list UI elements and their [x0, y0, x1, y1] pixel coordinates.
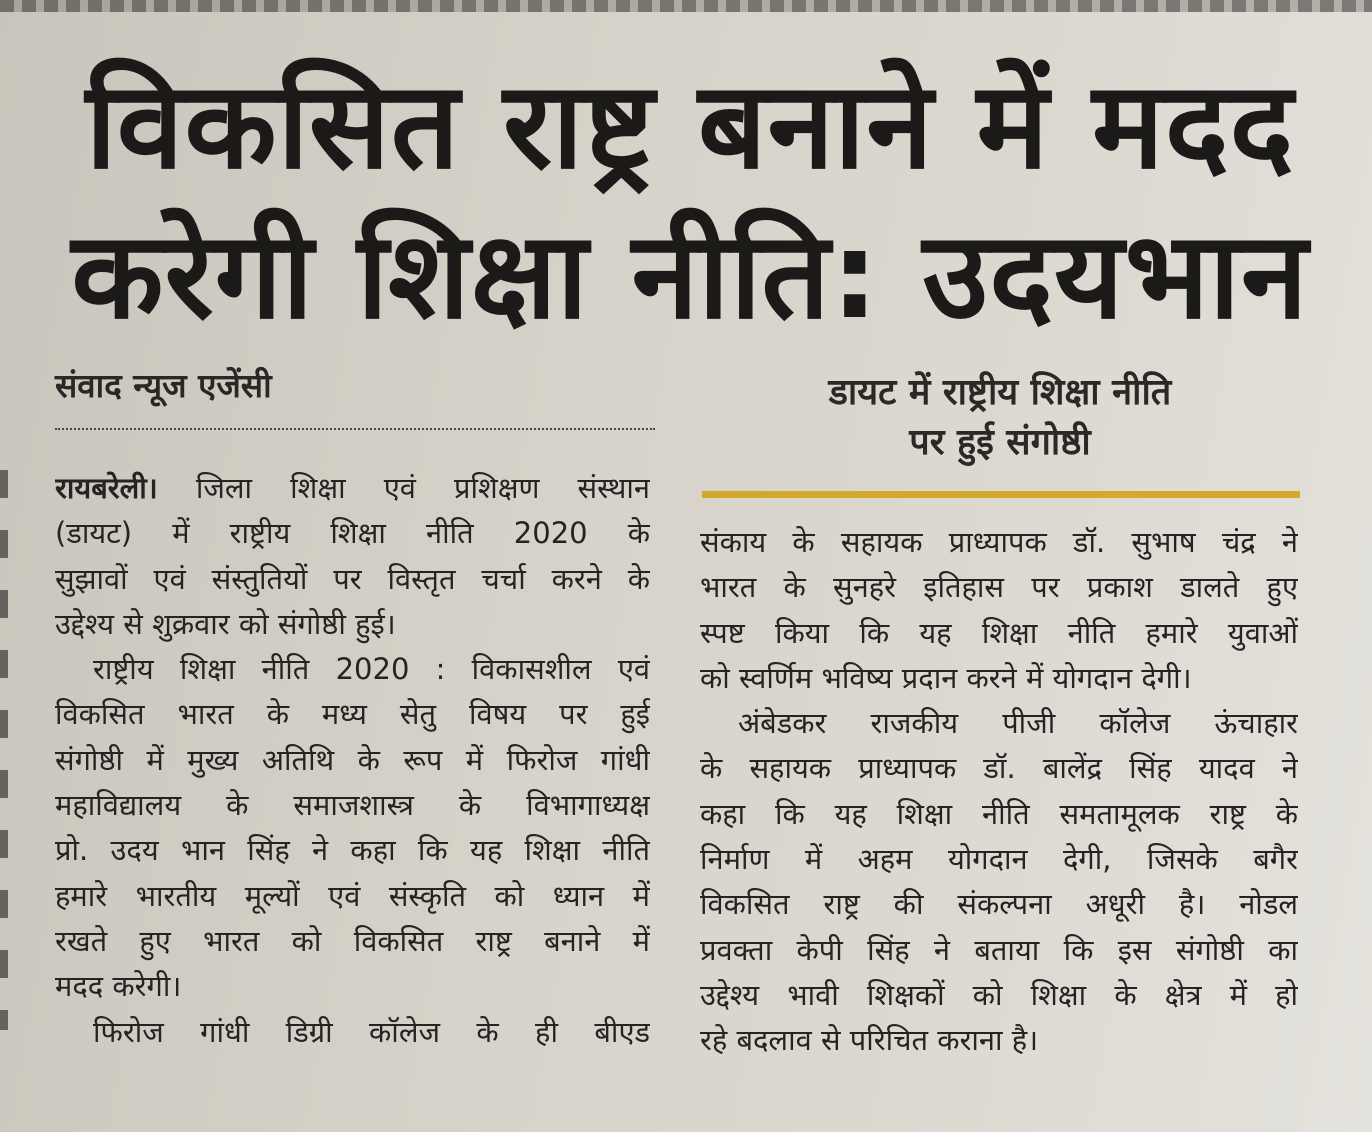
- left-edge-column-fragments: [0, 470, 8, 1030]
- article-line: संगोष्ठी में मुख्य अतिथि के रूप में फिरोज गांधी: [55, 742, 650, 777]
- article-line: महाविद्यालय के समाजशास्त्र के विभागाध्यक्ष: [55, 788, 650, 823]
- article-line: उद्देश्य से शुक्रवार को संगोष्ठी हुई।: [55, 606, 396, 641]
- article-line: (डायट) में राष्ट्रीय शिक्षा नीति 2020 के: [55, 516, 650, 551]
- article-line: अंबेडकर राजकीय पीजी कॉलेज ऊंचाहार: [738, 706, 1298, 741]
- article-line: राष्ट्रीय शिक्षा नीति 2020 : विकासशील एवं: [93, 652, 650, 687]
- article-line: विकसित भारत के मध्य सेतु विषय पर हुई: [55, 697, 650, 732]
- article-line: संकाय के सहायक प्राध्यापक डॉ. सुभाष चंद्र ने: [700, 525, 1298, 559]
- headline-line-2: करेगी शिक्षा नीति: उदयभान: [71, 207, 1309, 346]
- subheadline-line-2: पर हुई संगोष्ठी: [909, 422, 1091, 463]
- byline-divider: [55, 428, 655, 430]
- article-line: रहे बदलाव से परिचित कराना है।: [700, 1023, 1039, 1058]
- byline: संवाद न्यूज एजेंसी: [55, 366, 272, 405]
- article-line: हमारे भारतीय मूल्यों एवं संस्कृति को ध्यान में: [55, 878, 650, 913]
- article-line: सुझावों एवं संस्तुतियों पर विस्तृत चर्चा करने के: [55, 561, 650, 596]
- subheadline: [700, 368, 1300, 468]
- article-column-left: [55, 466, 650, 1055]
- cropped-text-strip: [0, 0, 1372, 12]
- article-line: भारत के सुनहरे इतिहास पर प्रकाश डालते हुए: [700, 570, 1298, 605]
- article-line: के सहायक प्राध्यापक डॉ. बालेंद्र सिंह यादव ने: [700, 751, 1298, 786]
- article-line: प्रो. उदय भान सिंह ने कहा कि यह शिक्षा नीति: [55, 833, 650, 868]
- article-line: को स्वर्णिम भविष्य प्रदान करने में योगदान देगी।: [700, 660, 1192, 695]
- dateline: रायबरेली।: [55, 471, 158, 505]
- article-line: रायबरेली। जिला शिक्षा एवं प्रशिक्षण संस्थान: [55, 471, 650, 505]
- article-line: विकसित राष्ट्र की संकल्पना अधूरी है। नोडल: [700, 887, 1298, 922]
- article-line: रखते हुए भारत को विकसित राष्ट्र बनाने में: [55, 923, 650, 958]
- article-line: मदद करेगी।: [55, 969, 182, 1004]
- article-line: निर्माण में अहम योगदान देगी, जिसके बगैर: [700, 842, 1298, 877]
- headline-line-1: विकसित राष्ट्र बनाने में मदद: [85, 57, 1295, 196]
- subheadline-rule: [702, 491, 1300, 498]
- article-line: प्रवक्ता केपी सिंह ने बताया कि इस संगोष्ठी का: [700, 932, 1298, 967]
- article-line: फिरोज गांधी डिग्री कॉलेज के ही बीएड: [93, 1014, 650, 1049]
- article-line: स्पष्ट किया कि यह शिक्षा नीति हमारे युवाओं: [700, 615, 1298, 650]
- subheadline-line-1: डायट में राष्ट्रीय शिक्षा नीति: [828, 372, 1172, 413]
- article-line: उद्देश्य भावी शिक्षकों को शिक्षा के क्षेत्र में हो: [700, 977, 1298, 1012]
- article-column-right: [700, 520, 1298, 1064]
- article-line: कहा कि यह शिक्षा नीति समतामूलक राष्ट्र के: [700, 796, 1298, 831]
- headline: [60, 52, 1320, 352]
